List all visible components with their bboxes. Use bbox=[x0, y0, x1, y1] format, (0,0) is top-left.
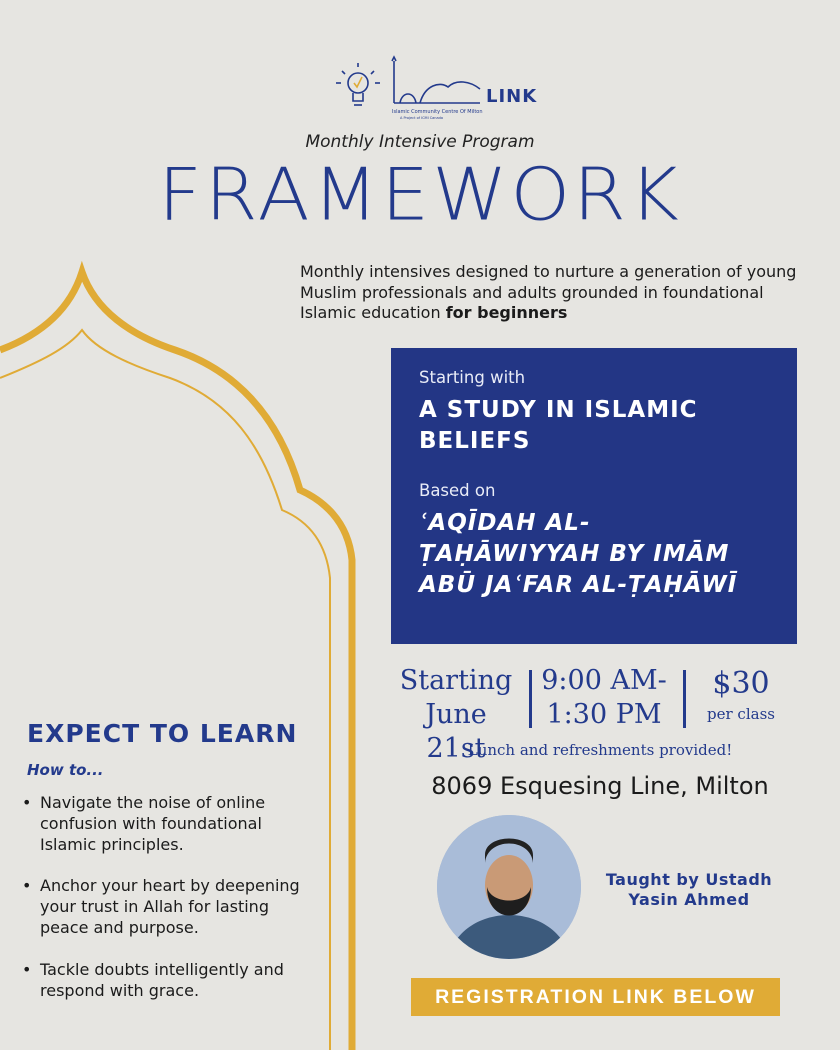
logo-text: LINK bbox=[486, 86, 538, 107]
learn-heading: EXPECT TO LEARN bbox=[27, 719, 298, 748]
teacher-line1: Taught by Ustadh bbox=[605, 870, 773, 889]
course-heading: A STUDY IN ISLAMIC BELIEFS bbox=[419, 397, 698, 454]
mosque-icon bbox=[392, 57, 480, 103]
teacher-line2: Yasin Ahmed bbox=[628, 889, 750, 909]
start-line1: Starting bbox=[399, 665, 513, 696]
lightbulb-icon bbox=[336, 63, 380, 105]
course-info-box bbox=[391, 348, 797, 644]
start-line2: June 21st bbox=[425, 699, 487, 764]
teacher-avatar bbox=[437, 815, 581, 959]
list-item: • Navigate the noise of online confusion with foundational Islamic principles. bbox=[22, 793, 322, 855]
list-item: • Tackle doubts intelligently and respond with grace. bbox=[22, 960, 322, 1002]
learn-list bbox=[22, 793, 322, 1022]
course-lead: Starting with bbox=[419, 368, 526, 387]
time-line2: 1:30 PM bbox=[546, 699, 662, 730]
lunch-note: Lunch and refreshments provided! bbox=[467, 741, 733, 759]
price: $30 bbox=[712, 666, 770, 701]
logo-subcaption: A Project of ICMI Canada bbox=[400, 116, 444, 120]
course-book-title: ʿAQĪDAH AL-ṬAḤĀWIYYAH BY IMĀM ABŪ JAʿFAR AL-ṬAḤĀWĪ bbox=[419, 510, 738, 598]
page-title: FRAMEWORK bbox=[158, 152, 682, 237]
intro-paragraph bbox=[300, 262, 820, 324]
divider bbox=[683, 670, 686, 728]
registration-link-button[interactable]: REGISTRATION LINK BELOW bbox=[411, 978, 780, 1016]
intro-bold: for beginners bbox=[445, 303, 568, 322]
address: 8069 Esquesing Line, Milton bbox=[431, 772, 769, 800]
list-item: • Anchor your heart by deepening your trust in Allah for lasting peace and purpose. bbox=[22, 876, 322, 938]
learn-subheading: How to... bbox=[27, 761, 104, 779]
teacher-name bbox=[584, 870, 794, 909]
teacher-photo-icon bbox=[437, 815, 581, 959]
intro-text: Monthly intensives designed to nurture a generation of young Muslim professionals and adults grounded in foundational Islamic education bbox=[300, 262, 797, 322]
logo-caption: Islamic Community Centre Of Milton bbox=[392, 109, 483, 115]
course-based-on: Based on bbox=[419, 481, 496, 500]
class-time bbox=[540, 664, 668, 732]
divider bbox=[529, 670, 532, 728]
price-block bbox=[695, 664, 787, 724]
price-unit: per class bbox=[707, 705, 775, 723]
time-line1: 9:00 AM- bbox=[541, 665, 667, 696]
program-subtitle: Monthly Intensive Program bbox=[305, 132, 535, 152]
